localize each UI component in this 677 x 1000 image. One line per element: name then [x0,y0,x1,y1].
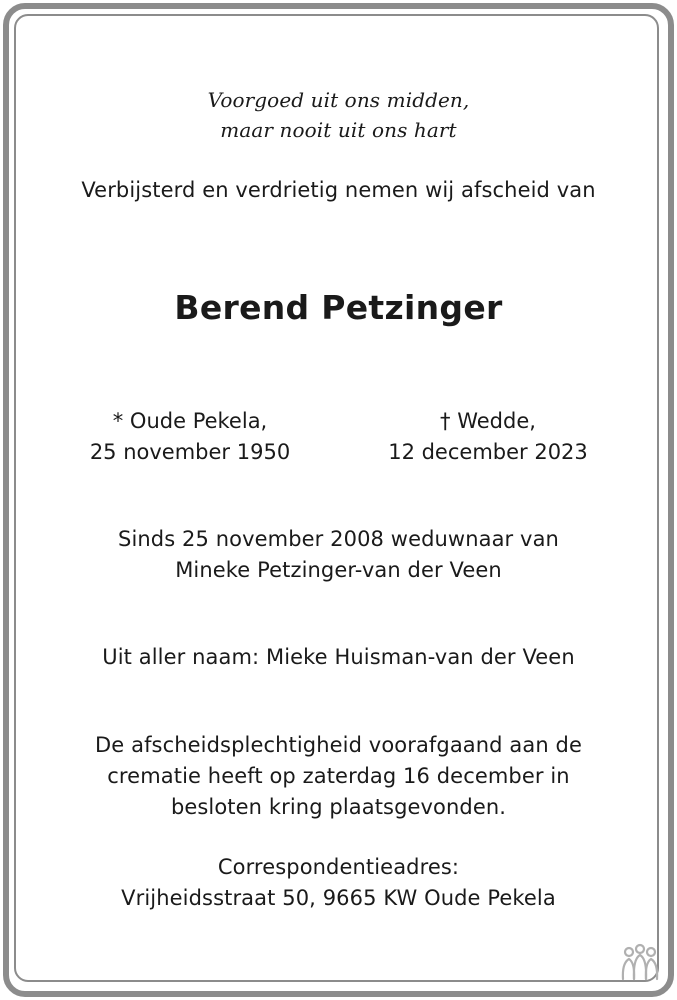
birth-place: * Oude Pekela, [112,409,268,433]
birth-date: 25 november 1950 [89,440,291,464]
correspondence-label: Correspondentieadres: [217,855,460,879]
on-behalf-line: Uit aller naam: Mieke Huisman-van der Veen [102,645,575,669]
inner-border [14,14,659,982]
motto-line-2: maar nooit uit ons hart [220,118,457,142]
death-place: † Wedde, [440,409,536,433]
widower-line-2: Mineke Petzinger-van der Veen [175,558,502,582]
widower-line-1: Sinds 25 november 2008 weduwnaar van [118,527,559,551]
deceased-name: Berend Petzinger [174,288,503,327]
intro-text: Verbijsterd en verdrietig nemen wij afscheid van [81,178,596,202]
ceremony-line-2: crematie heeft op zaterdag 16 december in [107,764,570,788]
motto-line-1: Voorgoed uit ons midden, [207,88,470,112]
ceremony-line-1: De afscheidsplechtigheid voorafgaand aan de [95,733,582,757]
correspondence-address: Vrijheidsstraat 50, 9665 KW Oude Pekela [121,886,556,910]
family-figures-icon [616,943,664,983]
death-date: 12 december 2023 [388,440,588,464]
ceremony-line-3: besloten kring plaatsgevonden. [170,795,507,819]
